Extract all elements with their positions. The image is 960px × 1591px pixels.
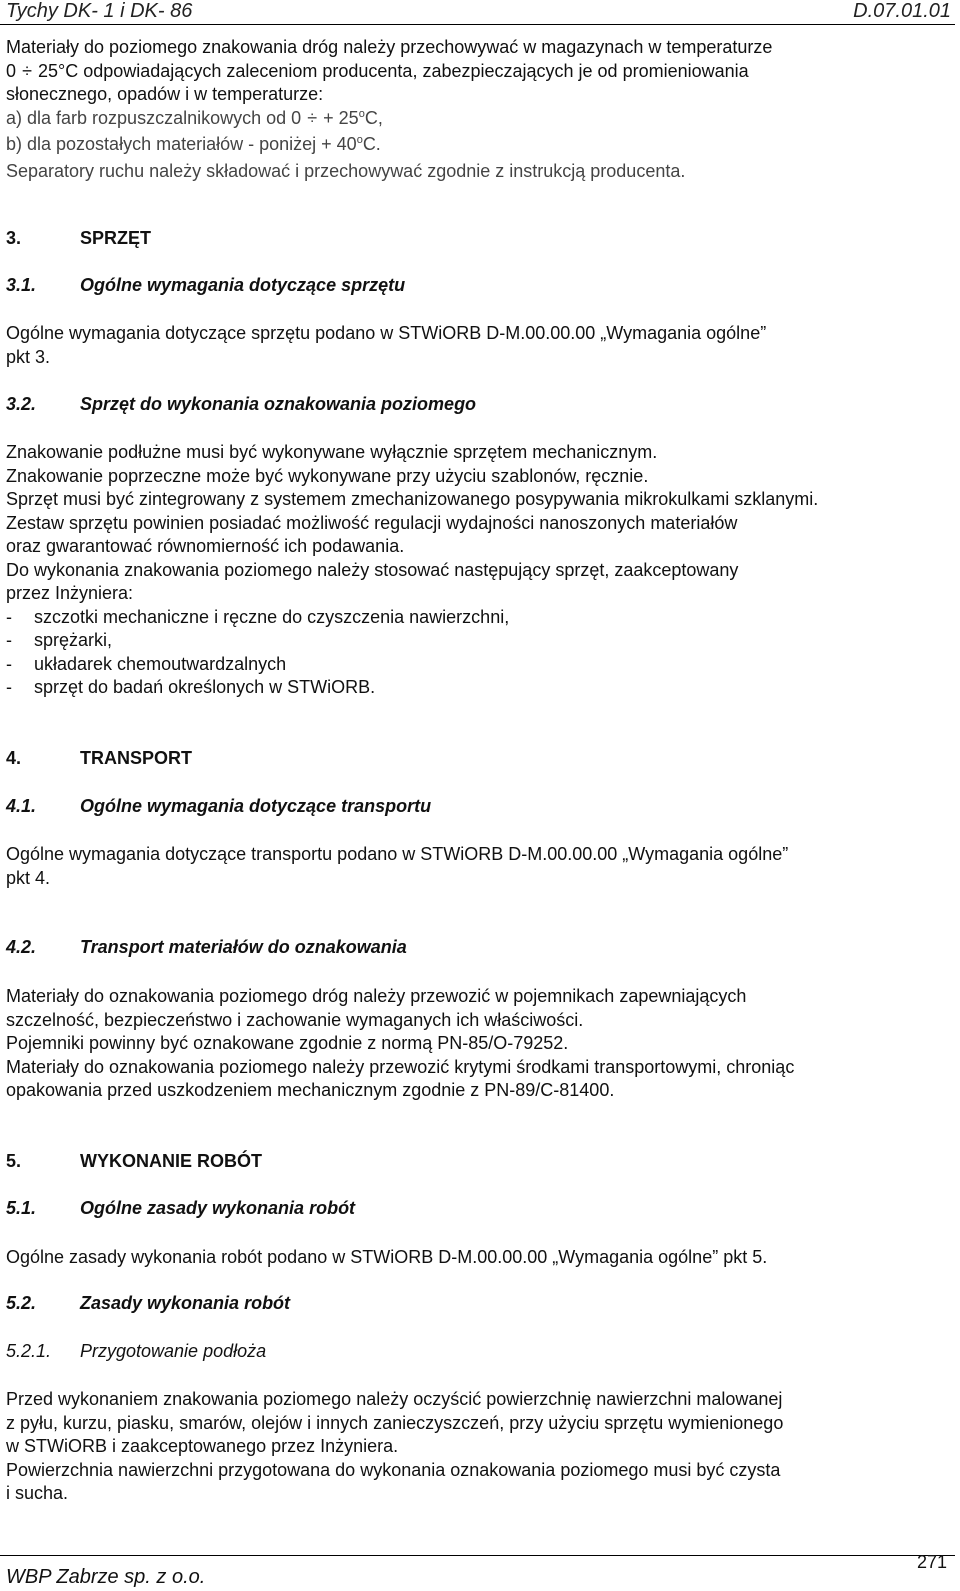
list-item: - szczotki mechaniczne i ręczne do czyszczenia nawierzchni,	[6, 606, 510, 627]
text-line: oraz gwarantować równomierność ich podawania.	[6, 536, 405, 556]
section-heading-3: 3. SPRZĘT	[6, 228, 152, 248]
page-number: 271	[916, 1552, 947, 1572]
section-heading-3-1: 3.1. Ogólne wymagania dotyczące sprzętu	[6, 275, 406, 295]
header-title: Tychy DK- 1 i DK- 86	[6, 0, 193, 22]
section-5-1-text: Ogólne zasady wykonania robót podano w STWiORB D-M.00.00.00 „Wymagania ogólne” pkt 5.	[6, 1247, 768, 1267]
list-item: - układarek chemoutwardzalnych	[6, 653, 287, 674]
division-sign-icon: ÷	[307, 107, 318, 128]
text-line: Materiały do oznakowania poziomego dróg należy przewozić w pojemnikach zapewniających	[6, 986, 747, 1006]
intro-line-rest: 25°C odpowiadających zaleceniom producenta, zabezpieczających je od promieniowania	[38, 60, 749, 81]
section-heading-5-2-1: 5.2.1. Przygotowanie podłoża	[6, 1341, 267, 1361]
division-sign-icon: ÷	[22, 60, 32, 81]
intro-line	[6, 60, 951, 84]
section-heading-4-2: 4.2. Transport materiałów do oznakowania	[6, 937, 407, 957]
text-line: z pyłu, kurzu, piasku, smarów, olejów i innych zanieczyszczeń, przy użyciu sprzętu wymienionego	[6, 1412, 784, 1433]
header-doc-code: D.07.01.01	[853, 0, 951, 22]
text-line: szczelność, bezpieczeństwo i zachowanie wymaganych ich właściwości.	[6, 1009, 584, 1030]
section-4-1-text: Ogólne wymagania dotyczące transportu podano w STWiORB D-M.00.00.00 „Wymagania ogólne” pkt 4.	[6, 844, 789, 888]
intro-line: słonecznego, opadów i w temperaturze:	[6, 84, 324, 104]
text-line: opakowania przed uszkodzeniem mechanicznym zgodnie z PN-89/C-81400.	[6, 1080, 615, 1100]
text-line: Znakowanie podłużne musi być wykonywane wyłącznie sprzętem mechanicznym.	[6, 442, 658, 462]
text-line: Materiały do oznakowania poziomego należy przewozić krytymi środkami transportowymi, chroniąc	[6, 1056, 795, 1077]
page-footer	[0, 1552, 955, 1590]
intro-line: Materiały do poziomego znakowania dróg należy przechowywać w magazynach w temperaturze	[6, 37, 773, 57]
text-line: Zestaw sprzętu powinien posiadać możliwość regulacji wydajności nanoszonych materiałów	[6, 512, 738, 533]
text-line: w STWiORB i zaakceptowanego przez Inżyniera.	[6, 1436, 399, 1456]
section-heading-5: 5. WYKONANIE ROBÓT	[6, 1151, 262, 1171]
text-line: Powierzchnia nawierzchni przygotowana do wykonania oznakowania poziomego musi być czysta	[6, 1459, 781, 1480]
text-line: Przed wykonaniem znakowania poziomego należy oczyścić powierzchnię nawierzchni malowanej	[6, 1389, 783, 1409]
section-heading-4-1: 4.1. Ogólne wymagania dotyczące transportu	[6, 796, 432, 816]
section-3-1-text: Ogólne wymagania dotyczące sprzętu podano w STWiORB D-M.00.00.00 „Wymagania ogólne” pkt 3.	[6, 323, 767, 367]
text-line: i sucha.	[6, 1483, 69, 1503]
intro-line-start: 0	[6, 60, 17, 81]
text-line: Do wykonania znakowania poziomego należy stosować następujący sprzęt, zaakceptowany	[6, 559, 739, 580]
section-4-2-text	[6, 985, 951, 1103]
section-heading-5-2: 5.2. Zasady wykonania robót	[6, 1293, 291, 1313]
footer-company: WBP Zabrze sp. z o.o.	[6, 1566, 206, 1588]
page-header	[0, 0, 955, 25]
separatory-line: Separatory ruchu należy składować i przechowywać zgodnie z instrukcją producenta.	[6, 160, 686, 181]
list-item-a: a) dla farb rozpuszczalnikowych od 0 ÷ + $25^oC$,	[6, 107, 951, 134]
intro-paragraph	[6, 36, 951, 183]
storage-list	[6, 107, 951, 184]
text-line: Sprzęt musi być zintegrowany z systemem zmechanizowanego posypywania mikrokulkami szklanymi.	[6, 489, 819, 509]
section-heading-5-1: 5.1. Ogólne zasady wykonania robót	[6, 1198, 356, 1218]
section-heading-4: 4. TRANSPORT	[6, 748, 192, 768]
text-line: Znakowanie poprzeczne może być wykonywane przy użyciu szablonów, ręcznie.	[6, 465, 649, 486]
section-heading-3-2: 3.2. Sprzęt do wykonania oznakowania poziomego	[6, 394, 477, 414]
section-5-2-1-text	[6, 1388, 951, 1506]
text-line: przez Inżyniera:	[6, 583, 134, 603]
equipment-list	[6, 606, 951, 700]
list-item-b: b) dla pozostałych materiałów - poniżej + $40^oC$.	[6, 134, 381, 154]
text-line: Pojemniki powinny być oznakowane zgodnie z normą PN-85/O-79252.	[6, 1033, 569, 1053]
list-item: - sprzęt do badań określonych w STWiORB.	[6, 677, 376, 697]
list-item: - sprężarki,	[6, 630, 113, 650]
section-3-2-text	[6, 441, 951, 700]
